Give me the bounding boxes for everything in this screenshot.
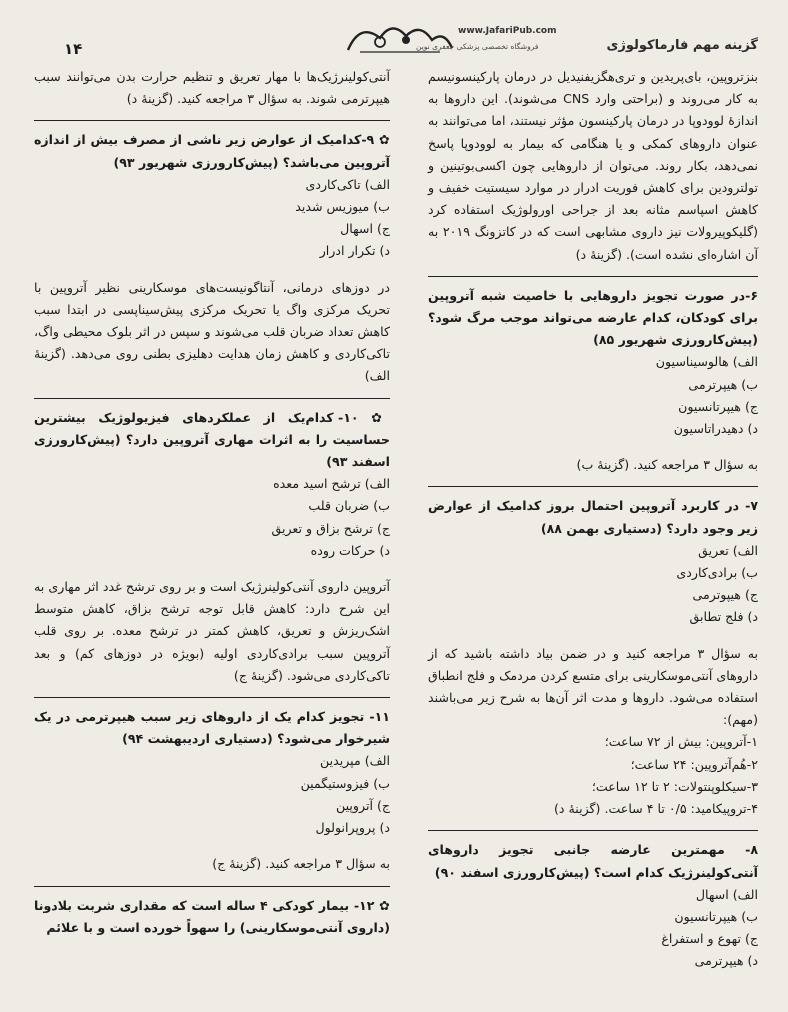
option-item: الف) تعریق: [698, 542, 758, 558]
option-item: ب) ضربان قلب: [308, 498, 390, 514]
option-item: د) پروپرانولول: [315, 820, 390, 836]
question-divider: [428, 486, 758, 487]
question-divider: [428, 276, 758, 277]
option-item: ب) فیزوستیگمین: [300, 775, 390, 791]
option-item: د) تکرار ادرار: [319, 243, 390, 259]
option-item: الف) هالوسیناسیون: [655, 354, 758, 370]
answer-text: به سؤال ۳ مراجعه کنید. (گزینهٔ ج): [212, 856, 390, 872]
question-11: ۱۱- تجویز کدام یک از داروهای زیر سبب هیپرترمی در یک شیرخوار می‌شود؟ (دستیاری اردیبهشت ۹۴): [34, 709, 390, 747]
option-item: د) هیپرترمی: [694, 953, 758, 969]
left-column: [34, 66, 390, 939]
options-list: [34, 174, 390, 263]
options-list: [428, 540, 758, 629]
option-item: ب) میوزیس شدید: [295, 199, 390, 215]
option-item: ب) برادی‌کاردی: [676, 565, 758, 581]
duration-item: ۴-تروپیکامید: ۰/۵ تا ۴ ساعت. (گزینهٔ د): [554, 801, 758, 817]
options-list: [34, 473, 390, 562]
question-6: ۶-در صورت تجویز داروهایی با خاصیت شبه آتروپین برای کودکان، کدام عارضه می‌تواند موجب مرگ شود؟ (پیش‌کارورزی شهریور ۸۵): [428, 287, 758, 348]
answer-text: آتروپین داروی آنتی‌کولینرژیک است و بر روی ترشح غدد اثر مهاری به این شرح دارد: کاهش قابل توجه ترشح بزاق، کاهش متوسط اشک‌ریزش و تعریق، کاهش کمتر در ترشح معده. بر روی قلب آتروپین سبب برادی‌کاردی اولیه (بویژه در دوزهای کم) و بعد تاکی‌کاردی می‌شود. (گزینهٔ ج): [34, 579, 390, 683]
option-item: ب) هیپرتانسیون: [674, 908, 758, 924]
options-list: [34, 750, 390, 839]
option-item: الف) ترشح اسید معده: [273, 476, 390, 492]
question-divider: [34, 120, 390, 121]
duration-item: ۲-هُم‌آتروپین: ۲۴ ساعت؛: [630, 756, 758, 772]
answer-text: به سؤال ۳ مراجعه کنید. (گزینهٔ ب): [576, 457, 758, 473]
option-item: الف) مپریدین: [320, 753, 390, 769]
option-item: د) فلج تطابق: [689, 609, 758, 625]
question-7: ۷- در کاربرد آتروپین احتمال بروز کدامیک از عوارض زیر وجود دارد؟ (دستیاری بهمن ۸۸): [428, 498, 758, 536]
options-list: [428, 884, 758, 973]
logo-emblem-icon: [340, 18, 460, 58]
answer-text: در دوزهای درمانی، آنتاگونیست‌های موسکارینی نظیر آتروپین با تحریک مرکزی واگ یا تحریک مرکزی پیش‌سیناپسی در ابتدا سبب کاهش تعداد ضربان قلب می‌شوند و سپس در اثر بلوک محیطی واگ، تاکی‌کاردی و کاهش زمان هدایت دهلیزی بطنی روی می‌دهد. (گزینهٔ الف): [34, 279, 390, 384]
answer-text: به سؤال ۳ مراجعه کنید و در ضمن بیاد داشته باشید که از داروهای آنتی‌موسکارینی برای متسع کردن مردمک و فلج انطباق استفاده می‌شود. داروها و مدت اثر آن‌ها به شرح زیر می‌باشند (مهم):: [428, 645, 758, 728]
page-header: [40, 18, 758, 68]
duration-list: [428, 731, 758, 820]
answer-text: آنتی‌کولینرژیک‌ها با مهار تعریق و تنظیم حرارت بدن می‌توانند سبب هیپرترمی شوند. به سؤال ۳ مراجعه کنید. (گزینهٔ د): [34, 69, 390, 107]
question-divider: [428, 830, 758, 831]
option-item: د) حرکات روده: [310, 542, 390, 558]
page-number: ۱۴: [64, 40, 83, 58]
option-item: ج) هیپوترمی: [692, 587, 758, 603]
option-item: الف) تاکی‌کاردی: [305, 176, 390, 192]
answer-text: بنزتروپین، بای‌پریدین و تری‌هگزیفنیدیل در درمان پارکینسونیسم به کار می‌روند و (براحتی وارد CNS می‌شوند). این داروها به اندازهٔ لوودوپا در درمان پارکینسون مؤثر نیستند، اما می‌توانند به عنوان داروهای کمکی و یا هنگامی که بیمار به لوودوپا پاسخ نمی‌دهد، بکار روند. می‌توان از داروهایی چون اکسی‌بوتینین و تولترودین برای کاهش فوریت ادرار در موارد سیستیت خفیف و کاهش اسپاسم مثانه بعد از جراحی اورولوژیک استفاده کرد (گلیکوپیرولات نیز داروی مشابهی است که در کاتزونگ ۲۰۱۹ به آن اشاره‌ای نشده است). (گزینهٔ د): [428, 69, 758, 262]
right-column: [428, 66, 758, 973]
publisher-logo: [340, 18, 557, 66]
option-item: ج) ترشح بزاق و تعریق: [271, 520, 390, 536]
question-8: ۸- مهمترین عارضه جانبی تجویز داروهای آنتی‌کولینرژیک کدام است؟ (پیش‌کارورزی اسفند ۹۰): [428, 842, 758, 880]
question-divider: [34, 697, 390, 698]
option-item: د) دهیدراتاسیون: [673, 421, 758, 437]
option-item: ج) هیپرتانسیون: [678, 398, 758, 414]
option-item: ج) اسهال: [340, 221, 390, 237]
logo-url: www.JafariPub.com: [458, 26, 557, 36]
options-list: [428, 351, 758, 440]
duration-item: ۱-آتروپین: بیش از ۷۲ ساعت؛: [604, 734, 758, 750]
option-item: الف) اسهال: [695, 886, 758, 902]
question-12: ✿ ۱۲- بیمار کودکی ۴ ساله است که مقداری شربت بلادونا (داروی آنتی‌موسکارینی) را سهواً خورده است و با علائم: [34, 897, 391, 935]
option-item: ج) آتروپین: [336, 797, 390, 813]
option-item: ب) هیپرترمی: [688, 376, 758, 392]
question-divider: [34, 886, 390, 887]
duration-item: ۳-سیکلوپنتولات: ۲ تا ۱۲ ساعت؛: [591, 778, 758, 794]
question-divider: [34, 398, 390, 399]
option-item: ج) تهوع و استفراغ: [661, 931, 758, 947]
question-10: ✿ ۱۰- کدام‌یک از عملکردهای فیزیولوژیک بیشترین حساسیت را به اثرات مهاری آتروپین دارد؟ (پیش‌کارورزی اسفند ۹۳): [34, 409, 390, 470]
header-title: گزینه مهم فارماکولوژی: [606, 38, 758, 53]
logo-caption: فروشگاه تخصصی پزشکی جعفری نوین: [416, 42, 539, 51]
question-9: ✿ ۹-کدامیک از عوارض زیر ناشی از مصرف بیش از اندازه آتروپین می‌باشد؟ (پیش‌کارورزی شهریور ۹۳): [34, 132, 391, 170]
